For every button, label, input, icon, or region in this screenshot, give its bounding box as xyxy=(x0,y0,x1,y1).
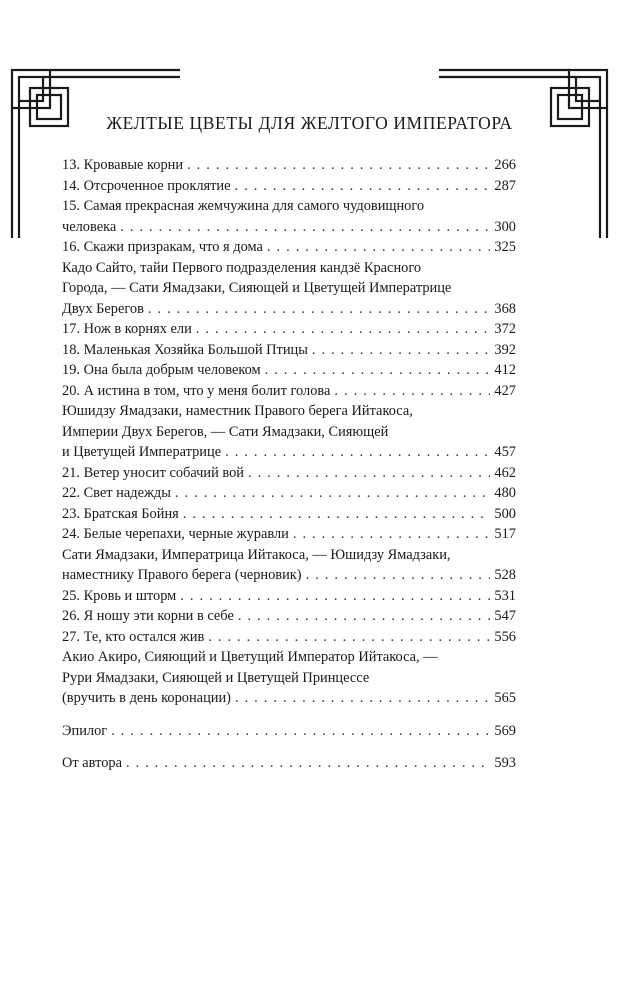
toc-entry-text: 23. Братская Бойня xyxy=(62,505,179,522)
toc-entry-line xyxy=(62,504,516,525)
toc-entry xyxy=(62,155,516,176)
table-of-contents xyxy=(62,155,516,774)
dot-leader xyxy=(120,217,490,238)
toc-entry-line xyxy=(62,565,516,586)
toc-entry-text: 13. Кровавые корни xyxy=(62,157,184,173)
toc-entry-text: 18. Маленькая Хозяйка Большой Птицы xyxy=(62,341,308,358)
toc-entry xyxy=(62,483,516,504)
toc-entry-text: Сати Ямадзаки, Императрица Ийтакоса, — Юшидзу Ямадзаки, xyxy=(62,546,451,563)
toc-entry xyxy=(62,545,516,586)
toc-entry-text: Империи Двух Берегов, — Сати Ямадзаки, Сияющей xyxy=(62,423,389,440)
toc-entry-line xyxy=(62,217,516,238)
toc-entry-line xyxy=(62,237,516,258)
toc-entry-text: человека xyxy=(62,218,117,235)
toc-entry xyxy=(62,606,516,627)
dot-leader xyxy=(148,299,491,320)
toc-entry-text: 21. Ветер уносит собачий вой xyxy=(62,464,245,481)
toc-entry-line xyxy=(62,319,516,340)
toc-entry xyxy=(62,340,516,361)
toc-page-number: 556 xyxy=(494,628,516,645)
toc-page-number: 500 xyxy=(494,505,516,522)
toc-page-number: 427 xyxy=(494,382,516,399)
toc-entry-text: 25. Кровь и шторм xyxy=(62,587,177,604)
toc-entry xyxy=(62,627,516,648)
dot-leader xyxy=(180,586,490,607)
toc-entry-line xyxy=(62,586,516,607)
toc-entry-line xyxy=(62,299,516,320)
dot-leader xyxy=(235,176,491,197)
toc-entry-line xyxy=(62,155,516,176)
dot-leader xyxy=(208,627,490,648)
toc-entry xyxy=(62,258,516,320)
toc-entry-line xyxy=(62,753,516,774)
running-title: ЖЕЛТЫЕ ЦВЕТЫ ДЛЯ ЖЕЛТОГО ИМПЕРАТОРА xyxy=(106,113,513,133)
toc-page-number: 528 xyxy=(494,567,516,583)
dot-leader xyxy=(183,504,491,525)
toc-entry-line xyxy=(62,463,516,484)
toc-page-number: 462 xyxy=(494,464,516,481)
toc-entry xyxy=(62,753,516,774)
dot-leader xyxy=(175,483,491,504)
toc-entry-text: 24. Белые черепахи, черные журавли xyxy=(62,526,289,542)
toc-entry-line xyxy=(62,340,516,361)
toc-entry xyxy=(62,647,516,709)
dot-leader xyxy=(187,155,490,176)
toc-entry-line xyxy=(62,381,516,402)
toc-entry xyxy=(62,586,516,607)
dot-leader xyxy=(196,319,491,340)
dot-leader xyxy=(312,340,491,361)
toc-entry-text: 16. Скажи призракам, что я дома xyxy=(62,239,263,255)
toc-gap xyxy=(62,709,516,721)
toc-page-number: 457 xyxy=(494,444,516,460)
toc-entry-text: Города, — Сати Ямадзаки, Сияющей и Цветущей Императрице xyxy=(62,280,452,296)
toc-entry-line xyxy=(62,606,516,627)
toc-page-number: 569 xyxy=(494,722,516,739)
toc-entry xyxy=(62,237,516,258)
toc-entry-text: 15. Самая прекрасная жемчужина для самого чудовищного xyxy=(62,198,425,214)
toc-entry-line xyxy=(62,176,516,197)
toc-page-number: 392 xyxy=(494,341,516,358)
toc-entry-text: 26. Я ношу эти корни в себе xyxy=(62,608,234,624)
dot-leader xyxy=(293,524,491,545)
toc-entry-line xyxy=(62,721,516,742)
toc-entry xyxy=(62,319,516,340)
toc-entry-text: От автора xyxy=(62,755,122,771)
dot-leader xyxy=(225,442,490,463)
toc-entry xyxy=(62,721,516,742)
toc-entry-text: Акио Акиро, Сияющий и Цветущий Император Ийтакоса, — xyxy=(62,649,438,665)
toc-entry-text: 19. Она была добрым человеком xyxy=(62,362,261,378)
dot-leader xyxy=(267,237,491,258)
toc-entry xyxy=(62,463,516,484)
toc-page-number: 517 xyxy=(494,526,516,542)
toc-page-number: 325 xyxy=(494,239,516,255)
toc-page-number: 565 xyxy=(494,690,516,706)
toc-gap xyxy=(62,741,516,753)
toc-entry xyxy=(62,401,516,463)
toc-entry-text: 17. Нож в корнях ели xyxy=(62,321,192,337)
dot-leader xyxy=(248,463,490,484)
toc-entry-text: Юшидзу Ямадзаки, наместник Правого берега Ийтакоса, xyxy=(62,403,413,419)
toc-page-number: 372 xyxy=(494,321,516,337)
toc-entry-text: 27. Те, кто остался жив xyxy=(62,628,205,645)
toc-entry-text: (вручить в день коронации) xyxy=(62,690,231,706)
dot-leader xyxy=(111,721,490,742)
toc-entry xyxy=(62,381,516,402)
toc-entry-text: наместнику Правого берега (черновик) xyxy=(62,567,302,583)
toc-entry xyxy=(62,176,516,197)
toc-entry-line xyxy=(62,688,516,709)
toc-page-number: 547 xyxy=(494,608,516,624)
toc-entry-text: Кадо Сайто, тайи Первого подразделения кандзё Красного xyxy=(62,259,422,276)
toc-page-number: 266 xyxy=(494,157,516,173)
toc-page-number: 593 xyxy=(494,755,516,771)
toc-entry-line xyxy=(62,524,516,545)
dot-leader xyxy=(306,565,491,586)
toc-entry-text: 22. Свет надежды xyxy=(62,485,171,501)
toc-entry-text: Эпилог xyxy=(62,722,108,739)
toc-entry-line xyxy=(62,483,516,504)
toc-page-number: 480 xyxy=(494,485,516,501)
toc-entry xyxy=(62,196,516,237)
dot-leader xyxy=(265,360,491,381)
toc-entry-text: Двух Берегов xyxy=(62,300,144,317)
toc-entry-text: и Цветущей Императрице xyxy=(62,444,222,460)
toc-entry xyxy=(62,360,516,381)
toc-entry-text: 20. А истина в том, что у меня болит голова xyxy=(62,382,331,399)
dot-leader xyxy=(235,688,490,709)
dot-leader xyxy=(126,753,490,774)
dot-leader xyxy=(238,606,491,627)
toc-entry-line xyxy=(62,627,516,648)
toc-entry-text: 14. Отсроченное проклятие xyxy=(62,177,231,194)
toc-page-number: 531 xyxy=(494,587,516,604)
toc-page-number: 368 xyxy=(494,300,516,317)
toc-page-number: 287 xyxy=(494,177,516,194)
toc-entry-line xyxy=(62,442,516,463)
toc-entry-text: Рури Ямадзаки, Сияющей и Цветущей Принцессе xyxy=(62,669,370,686)
toc-entry xyxy=(62,524,516,545)
toc-entry xyxy=(62,504,516,525)
toc-entry-line xyxy=(62,360,516,381)
toc-page-number: 300 xyxy=(494,218,516,235)
dot-leader xyxy=(334,381,490,402)
toc-page-number: 412 xyxy=(494,362,516,378)
